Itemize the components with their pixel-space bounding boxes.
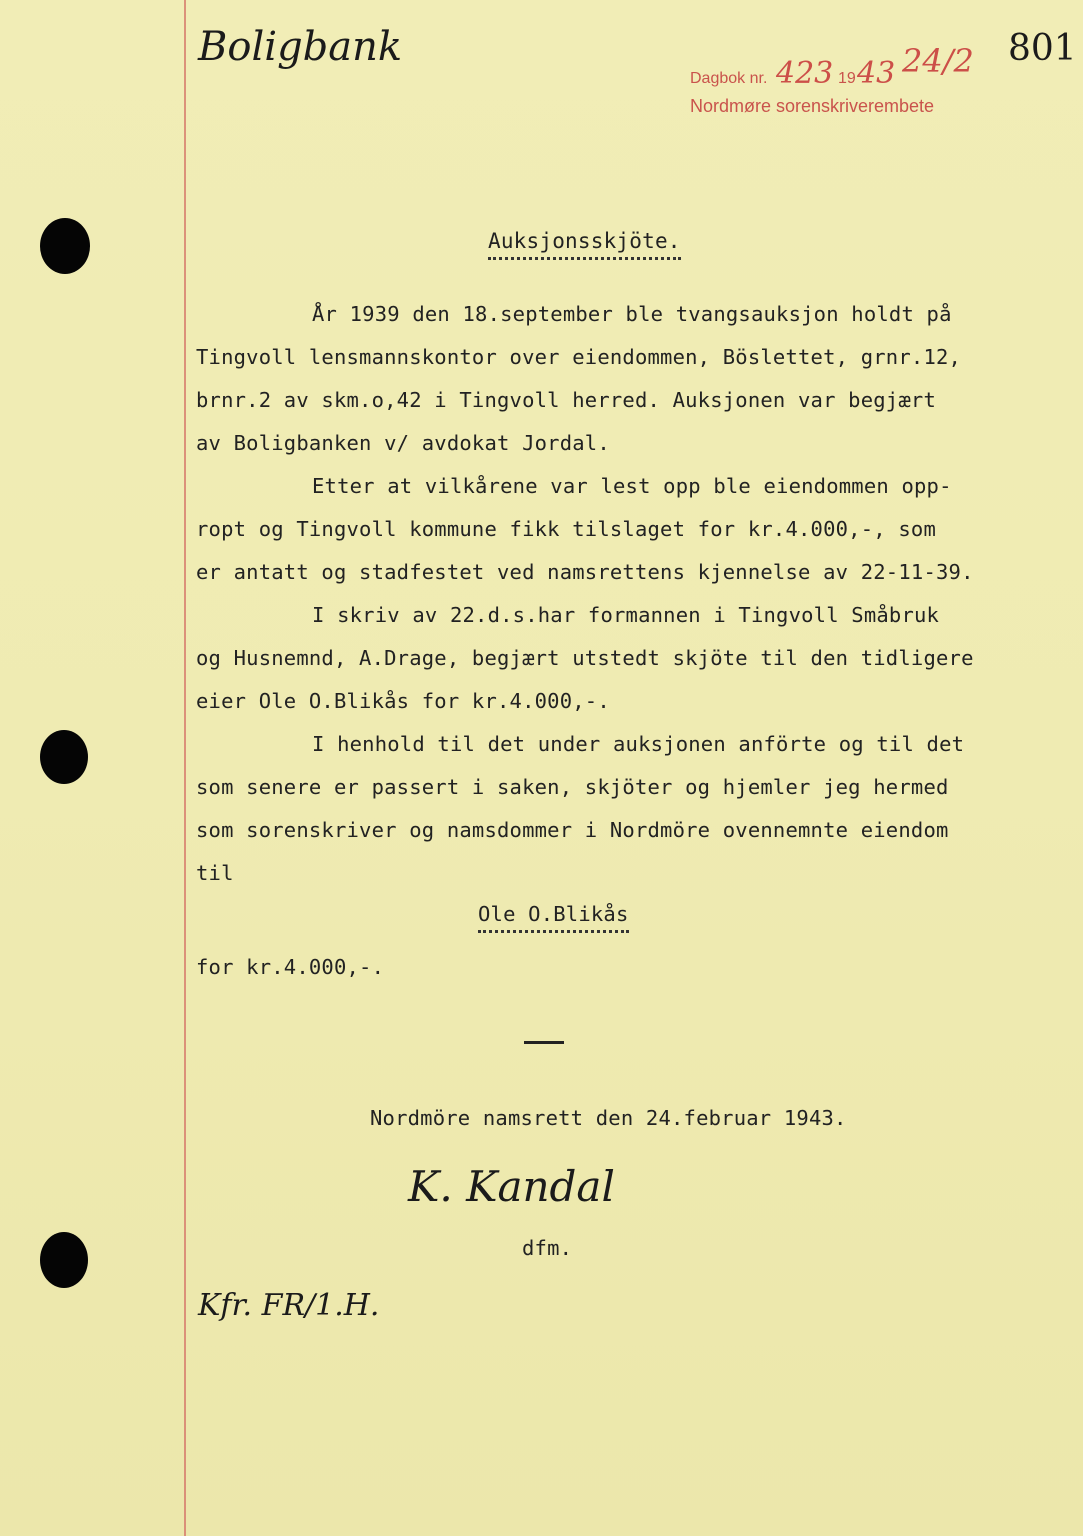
punch-hole-bottom bbox=[40, 1232, 88, 1288]
stamp-number: 423 bbox=[776, 56, 834, 91]
body-line: og Husnemnd, A.Drage, begjært utstedt skjöte til den tidligere bbox=[196, 646, 974, 670]
stamp-date: 24/2 bbox=[902, 42, 974, 80]
stamp-dagbok-label: Dagbok nr. bbox=[690, 70, 768, 87]
margin-line bbox=[184, 0, 186, 1536]
body-line: Etter at vilkårene var lest opp ble eiendommen opp- bbox=[312, 474, 952, 498]
signature-title: dfm. bbox=[522, 1236, 573, 1260]
body-line: I skriv av 22.d.s.har formannen i Tingvoll Småbruk bbox=[312, 603, 940, 627]
body-line: som senere er passert i saken, skjöter og hjemler jeg hermed bbox=[196, 775, 949, 799]
signature: K. Kandal bbox=[408, 1162, 615, 1211]
price-line: for kr.4.000,-. bbox=[196, 955, 385, 979]
punch-hole-top bbox=[40, 218, 90, 274]
body-line: av Boligbanken v/ avdokat Jordal. bbox=[196, 431, 610, 455]
document-title: Auksjonsskjöte. bbox=[488, 229, 681, 260]
body-line: År 1939 den 18.september ble tvangsauksjon holdt på bbox=[312, 302, 952, 326]
body-line: er antatt og stadfestet ved namsrettens kjennelse av 22-11-39. bbox=[196, 560, 974, 584]
body-line: Tingvoll lensmannskontor over eiendommen, Böslettet, grnr.12, bbox=[196, 345, 962, 369]
body-line: I henhold til det under auksjonen anförte og til det bbox=[312, 732, 965, 756]
body-line: eier Ole O.Blikås for kr.4.000,-. bbox=[196, 689, 610, 713]
body-line: til bbox=[196, 861, 234, 885]
stamp-year-prefix: 19 bbox=[838, 70, 856, 87]
page-number: 801 bbox=[1008, 28, 1077, 69]
stamp-office: Nordmøre sorenskriverembete bbox=[690, 96, 935, 116]
body-line: brnr.2 av skm.o,42 i Tingvoll herred. Auksjonen var begjært bbox=[196, 388, 936, 412]
handwritten-title: Boligbank bbox=[198, 24, 403, 70]
grantee-name: Ole O.Blikås bbox=[478, 902, 629, 933]
body-line: som sorenskriver og namsdommer i Nordmöre ovennemnte eiendom bbox=[196, 818, 949, 842]
body-line: ropt og Tingvoll kommune fikk tilslaget for kr.4.000,-, som bbox=[196, 517, 936, 541]
place-date: Nordmöre namsrett den 24.februar 1943. bbox=[370, 1106, 847, 1130]
separator-rule bbox=[524, 1041, 564, 1044]
stamp-year: 43 bbox=[857, 56, 896, 91]
punch-hole-middle bbox=[40, 730, 88, 784]
footnote: Kfr. FR/1.H. bbox=[198, 1288, 380, 1323]
